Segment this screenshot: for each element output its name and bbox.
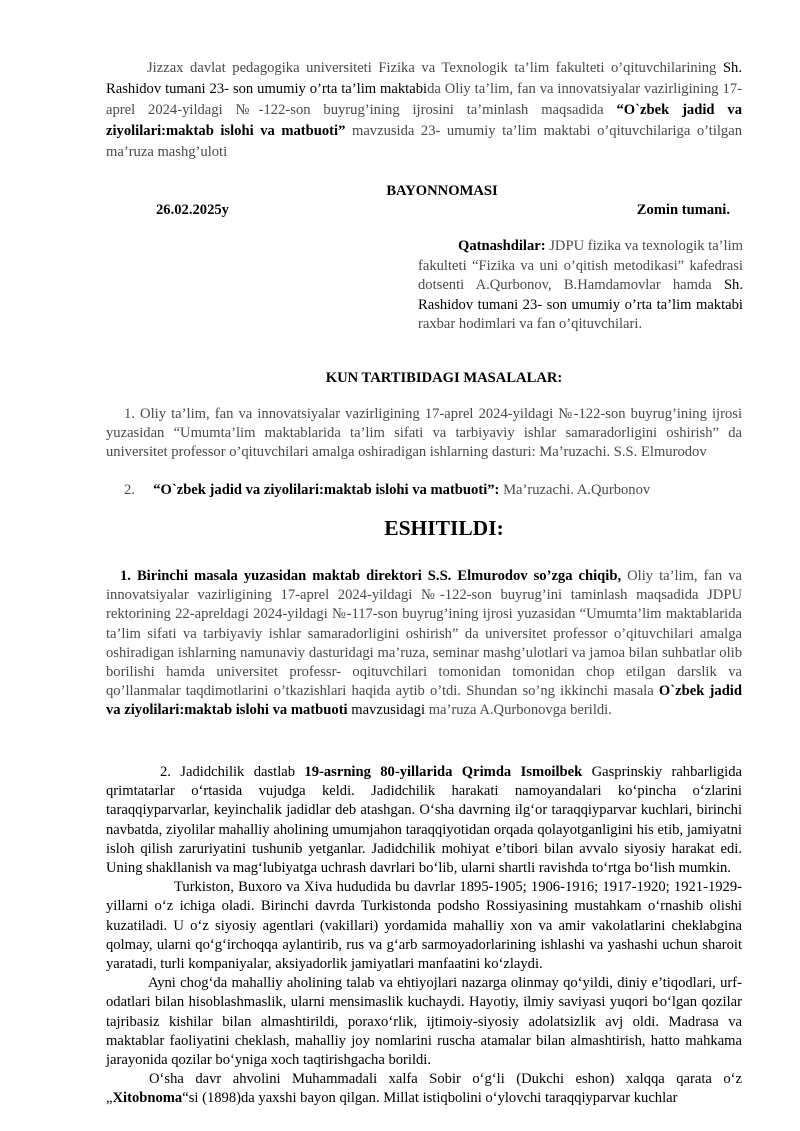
body-p1-mid: mavzusidagi <box>347 702 426 719</box>
document-title: BAYONNOMASI <box>386 183 498 199</box>
body-p5-b: Xitobnoma <box>112 1090 183 1107</box>
body-p2-c: Gasprinskiy rahbarligida qrimtatarlar oʻrtasida vujudga keldi. Jadidchilik harakati namoyandalari koʻpincha oʻzlarini taraqqiyparvarlar, keyinchalik jadidlar deb atashgan. Oʻsha davrning ilgʻor taraqqiyparvar kuchlari, birinchi navbatda, ziyolilar mahalliy aholining umumjahon taraqqiyotidan orqada qolayotganligini his etib, jamiyatni isloh qilish zaruriyatini tushunib yetganlar. Jadidchilik mohiyat e’tibori bilan avvalo siyosiy harakat edi. Uning shakllanish va magʻlubiyatga uchrash davrlari boʻlib, ularni shartli ravishda toʻrtga boʻlish mumkin. <box>106 764 742 877</box>
attendees-school-name: Sh. Rashidov tumani 23- son umumiy o’rta ta’lim maktabi <box>418 277 743 313</box>
agenda-item-2-speaker: Ma’ruzachi. A.Qurbonov <box>499 482 651 498</box>
body-paragraph-2 <box>106 763 742 878</box>
attendees-block <box>418 237 743 335</box>
intro-text-c: da Oliy ta’lim, fan va innovatsiyalar vazirligining 17-aprel 2024-yildagi №-122-son buyrug’ining ijrosini ta’minlash maqsadida <box>106 81 742 118</box>
document-place: Zomin tumani. <box>636 202 730 218</box>
body-p2-a: 2. Jadidchilik dastlab <box>160 764 305 780</box>
body-p5-c: “si (1898)da yaxshi bayon qilgan. Millat istiqbolini oʻylovchi taraqqiyparvar kuchlar <box>182 1090 678 1107</box>
body-paragraph-5 <box>106 1070 742 1108</box>
attendees-text-c: raxbar hodimlari va fan o’qituvchilari. <box>418 316 643 332</box>
body-paragraph-1 <box>106 567 742 721</box>
agenda-item-2 <box>124 481 744 500</box>
body-p5-a: Oʻsha davr ahvolini Muhammadali xalfa Sobir oʻgʻli (Dukchi eshon) xalqqa qarata oʻz „ <box>106 1071 742 1107</box>
intro-topic-title: “O`zbek jadid va ziyolilari:maktab islohi va matbuoti” <box>106 102 742 139</box>
body-p1-end: ma’ruza A.Qurbonovga berildi. <box>425 702 612 719</box>
body-paragraph-4: Ayni chogʻda mahalliy aholining talab va ehtiyojlari nazarga olinmay qoʻyildi, diniy e’tiqodlari, urf-odatlari bilan hisoblashmaslik, ularni mensimaslik kuchaydi. Hayotiy, ilmiy saviyasi yuqori boʻlgan qozilar tajribasiz kishilar bilan almashtirildi, poraxoʻrlik, ijtimoiy-siyosiy adolatsizlik avj oldi. Madrasa va maktablar faoliyatini cheklash, mahalliy joy nomlarini ruscha atamalar bilan almashtirish, hatto mahkama jarayonida qozilar boʻyniga xoch taqtirishgacha borildi. <box>106 975 742 1069</box>
section-heading: ESHITILDI: <box>384 516 504 540</box>
body-continuation <box>106 763 742 1109</box>
agenda-item-2-title: “O`zbek jadid va ziyolilari:maktab islohi va matbuoti”: <box>153 482 500 498</box>
body-p1-text: Oliy ta’lim, fan va innovatsiyalar vazirligining 17-aprel 2024-yildagi №-122-son buyrug’ini taminlash maqsadida JDPU rektorining 22-apreldagi 2024-yildagi №-117-son buyrug’ining ijrosi yuzasidan “Umumta’lim maktablarida ta’lim sifati va tarbiyaviy ishlar samaradorligini oshirish” da universitet professor o’qituvchilari amalga oshiradigan ishlarning namunaviy dasturidagi ma’ruza, seminar mashg’ulotlari va jamoa bilan suhbatlar olib borilishi hamda universitet professr- oqituvchilari tomonidan tomonidan chop etilgan darslik va qo’llanmalar taqdimotlarini o’tkazishlari haqida aytib o’tdi. Shundan so’ng ikkinchi masala <box>106 568 742 700</box>
document-date: 26.02.2025y <box>156 202 229 218</box>
body-paragraph-3: Turkiston, Buxoro va Xiva hududida bu davrlar 1895-1905; 1906-1916; 1917-1920; 1921-1929-yillarni oʻz ichiga oladi. Birinchi davrda Turkistonda podsho Rossiyasining mustahkam oʻrnashib olishi kuzatiladi. U oʻz siyosiy agentlari (vakillari) yordamida mahalliy xon va amir vakolatlarini cheklabgina qolmay, ularni qoʻgʻirchoqqa aylantirib, rus va gʻarb sarmoyadorlarining ishlashi va yashashi uchun sharoit yaratadi, turli kompaniyalar, aksiyadorlik jamiyatlari manfaatini koʻzlaydi. <box>106 879 742 973</box>
intro-text-a: Jizzax davlat pedagogika universiteti Fizika va Texnologik ta’lim fakulteti o’qituvchilarining <box>147 60 723 76</box>
intro-school-name: Sh. Rashidov tumani 23- son umumiy o’rta ta’lim maktabi <box>106 60 742 97</box>
attendees-text-a: JDPU fizika va texnologik ta’lim fakulteti “Fizika va uni o’qitish metodikasi” kafedrasi dotsenti A.Qurbonov, B.Hamdamovlar hamda <box>418 238 743 293</box>
intro-text-e: mavzusida 23- umumiy ta’lim maktabi o’qituvchilariga o’tilgan ma’ruza mashg’uloti <box>106 123 743 160</box>
body-p1-lead: 1. Birinchi masala yuzasidan maktab direktori S.S. Elmurodov so’zga chiqib, <box>120 568 622 584</box>
intro-paragraph <box>106 58 742 163</box>
attendees-label: Qatnashdilar: <box>458 238 546 254</box>
body-p2-b: 19-asrning 80-yillarida Qrimda Ismoilbek <box>304 764 583 780</box>
body-p1-topic: O`zbek jadid va ziyolilari:maktab islohi va matbuoti <box>106 683 742 719</box>
agenda-title: KUN TARTIBIDAGI MASALALAR: <box>325 370 563 386</box>
agenda-item-1: 1. Oliy ta’lim, fan va innovatsiyalar vazirligining 17-aprel 2024-yildagi №-122-son buyrug’ining ijrosi yuzasidan “Umumta’lim maktablarida ta’lim sifati va tarbiyaviy ishlar samaradorligini oshirish” da universitet professor o’qituvchilari amalga oshiradigan ishlarning dasturi: Ma’ruzachi. S.S. Elmurodov <box>106 406 742 460</box>
agenda-item-2-number: 2. <box>124 482 135 498</box>
